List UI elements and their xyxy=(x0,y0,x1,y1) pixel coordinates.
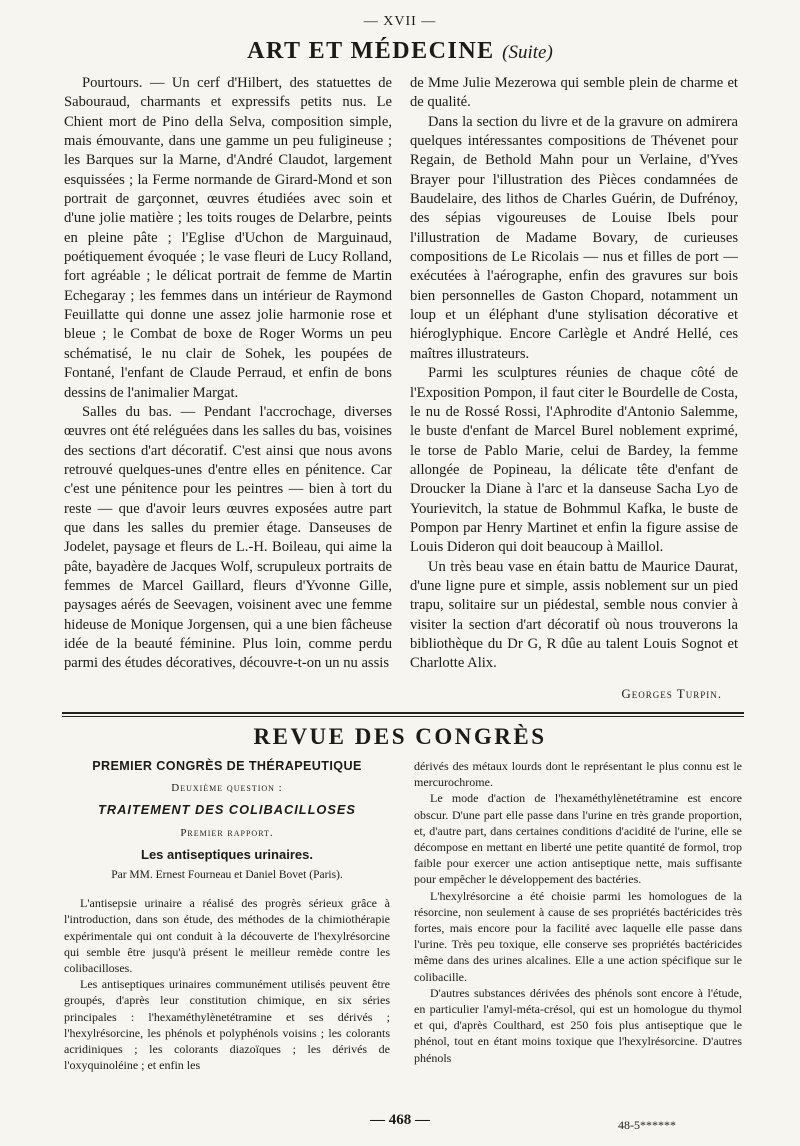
congres-column-left xyxy=(64,758,390,1073)
paragraph-series: Les antiseptiques urinaires communément utilisés peuvent être groupés, d'après leur constitution chimique, en six séries principales : l'hexaméthylènetétramine et ses dérivés ; l'hexylrésorcine, les phénols et polyphénols voisins ; les colorants acridiniques ; les colorants diazoïques ; les dérivés de l'oxyquinoléine ; et enfin les xyxy=(64,977,390,1073)
rapport-label: Premier rapport. xyxy=(180,826,274,839)
congres-column-right xyxy=(414,758,742,1066)
print-code: 48-5****** xyxy=(618,1118,676,1132)
page-folio: — XVII — xyxy=(363,14,437,29)
paragraph-pourtours: Pourtours. — Un cerf d'Hilbert, des statuettes de Sabouraud, charmants et expressifs petits nus. Le Chient mort de Pino della Selva, composition simple, mais émouvante, dans une gamme un peu fuligineuse ; les Barques sur la Marne, d'André Claudot, largement esquissées ; la Ferme normande de Girard-Mond et son portrait de garçonnet, œuvres étudiées avec soin et d'une jolie matière ; les toits rouges de Delarbre, peints en pleine pâte ; l'Eglise d'Uchon de Marguinaud, poétiquement évoquée ; le vase fleuri de Lucy Rolland, fort agréable ; le délicat portrait de femme de Martin Echegaray ; les femmes dans un intérieur de Raymond Feuillatte qui donne une assez jolie harmonie rose et bleue ; le Combat de boxe de Roger Worms un peu schématisé, le nu clair de Sohek, les poupées de Fontané, l'enfant de Claude Perraud, et enfin de bons dessins de l'animalier Margat. xyxy=(64,75,392,401)
section-divider xyxy=(62,712,744,717)
paragraph-metaux: dérivés des métaux lourds dont le représentant le plus connu est le mercurochrome. xyxy=(414,759,742,790)
congres-heading: PREMIER CONGRÈS DE THÉRAPEUTIQUE xyxy=(92,759,362,773)
art-column-right xyxy=(410,74,738,703)
section-title-art xyxy=(0,38,800,65)
paragraph-salles-du-bas: Salles du bas. — Pendant l'accrochage, diverses œuvres ont été reléguées dans les salles du bas, voisines des sections d'art décoratif. C'est ainsi que nous avons retrouvé quelques-unes d'entre elles en pénitence. Car c'est une pénitence pour les peintres — bien à tort du reste — que d'avoir leurs œuvres exposées autre part que dans les salles du premier étage. Danseuses de Jodelet, paysage et fleurs de L.-H. Boileau, qui aime la pâte, bayadère de Jacques Wolf, scrupuleux portraits de femmes de Marcel Gaillard, fleurs d'Yvonne Gille, paysages aérés de Seevagen, voisinent avec une femme hideuse de Monique Jorgensen, qui a une bien fâcheuse idée de la beauté féminine. Plus loin, comme perdu parmi des études décoratives, découvre-t-on un nu assis xyxy=(64,403,392,672)
paragraph-sculptures: Parmi les sculptures réunies de chaque côté de l'Exposition Pompon, il faut citer le Bourdelle de Costa, le nu de Rossé Rossi, l'Aphrodite d'Antonio Salemme, le buste d'enfant de Marcel Burel noblement exprimé, le torse de Pablo Marie, celui de Bardey, la femme allongée de Popineau, la délicate tête d'enfant de Droucker la Diane à l'arc et la danseuse Sacha Lyo de Yourievitch, la statue de Bohmmul Kafka, le buste de Pompon par Henry Martinet et enfin la figure assise de Louis Dideron qui doit beaucoup à Maillol. xyxy=(410,365,738,556)
question-label: Deuxième question : xyxy=(171,782,283,795)
paragraph-antisepsie: L'antisepsie urinaire a réalisé des progrès sérieux grâce à l'introduction, dans son étude, des méthodes de la chimiothérapie expérimentale qui ont conduit à la découverte de l'hexylrésorcine qui semble être jusqu'à présent le meilleur remède contre les colibacilloses. xyxy=(64,896,390,976)
paragraph-vase: Un très beau vase en étain battu de Maurice Daurat, d'une ligne pure et simple, assis noblement sur un pied trapu, solitaire sur un piédestal, semble nous convier à visiter la section d'art décoratif où nous trouverons la bibliothèque du Dr G, R dûe au talent Louis Sognot et Charlotte Alix. xyxy=(410,558,738,672)
paragraph-continuation: de Mme Julie Mezerowa qui semble plein de charme et de qualité. xyxy=(410,75,738,111)
paragraph-phenols: D'autres substances dérivées des phénols sont encore à l'étude, en particulier l'amyl-méta-crésol, qui est un homologue du thymol et qui, d'après Coulthard, est 250 fois plus antiseptique que le phénol, tout en étant moins toxique que l'hexylrésorcine. D'autres phénols xyxy=(414,985,742,1065)
traitement-heading: TRAITEMENT DES COLIBACILLOSES xyxy=(98,802,356,818)
page-number: — 468 — xyxy=(370,1112,430,1128)
section-title-congres: REVUE DES CONGRÈS xyxy=(253,724,547,749)
paragraph-hexylresorcine: L'hexylrésorcine a été choisie parmi les homologues de la résorcine, non seulement à cause de ses propriétés bactéricides très fortes, mais encore pour la facilité avec laquelle elle passe dans l'urine. Très peu toxique, elle conserve ses propriétés bactéricides même dans des urines alcalines. Elle a une action spécifique sur le colibacille. xyxy=(414,888,742,984)
article-authors: Par MM. Ernest Fourneau et Daniel Bovet (Paris). xyxy=(111,869,343,882)
title-suffix: (Suite) xyxy=(502,42,553,63)
art-column-left xyxy=(64,74,392,674)
title-main: ART ET MÉDECINE xyxy=(247,38,495,64)
paragraph-livre-gravure: Dans la section du livre et de la gravure on admirera quelques intéressantes compositions de Thévenet pour Regain, de Bethold Mahn pour un Verlaine, d'Yves Brayer pour l'illustration des Pièces condamnées de Baudelaire, des lithos de Charles Guérin, de Dufrénoy, des sépias vigoureuses de Louise Ibels pour l'illustration de Madame Bovary, de curieuses compositions de Le Ricolais — nus et filles de port — exécutées à l'aérographe, enfin des gravures sur bois bien personnelles de Gaston Chopard, notamment un loup et un éléphant d'une stylisation décorative et hiéroglyphique. Encore Carlègle et André Hellé, ces maîtres illustrateurs. xyxy=(410,113,738,362)
article-subtitle: Les antiseptiques urinaires. xyxy=(141,846,313,862)
author-signature: Georges Turpin. xyxy=(621,685,722,701)
paragraph-mode-action: Le mode d'action de l'hexaméthylènetétramine est encore obscur. D'une part elle passe dans l'urine en très grande proportion, et, d'autre part, dans certaines conditions d'acidité de l'urine, elle se décompose en mettant en liberté une petite quantité de formol, trop faible pour exercer une action antiseptique nette, mais suffisante pour empêcher le développement des bactéries. xyxy=(414,791,742,887)
